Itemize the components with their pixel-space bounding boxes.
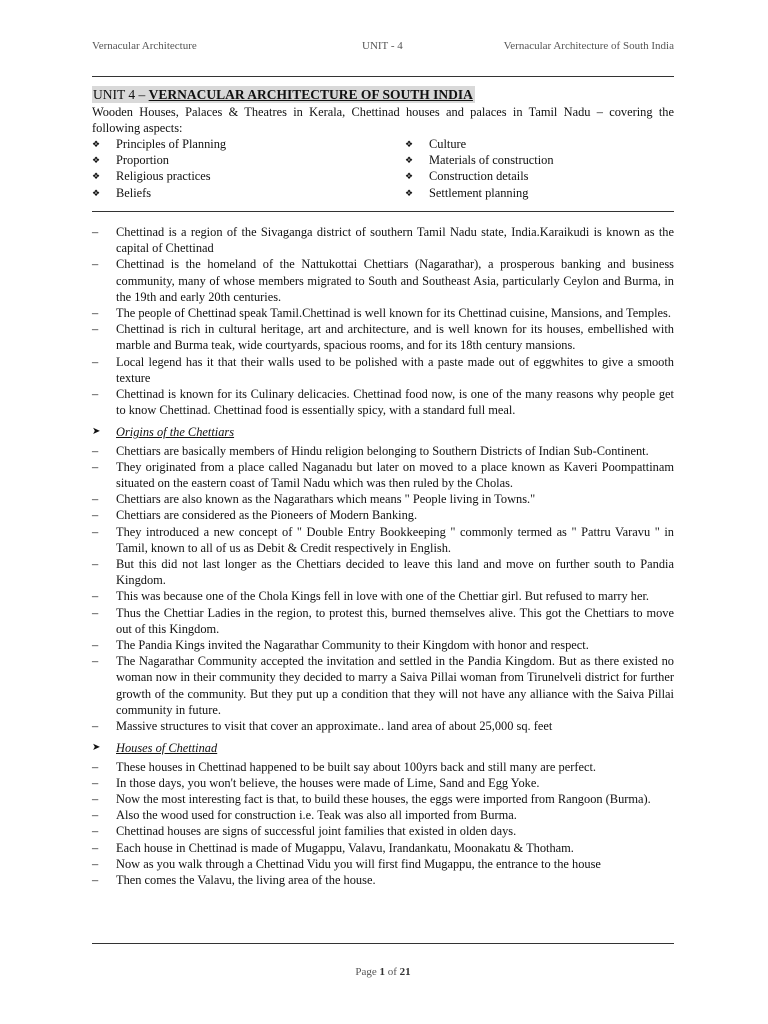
- bullet-item: [92, 759, 674, 775]
- section-heading-houses: [92, 740, 674, 756]
- bullet-text: They originated from a place called Naganadu but later on moved to a place known as Kaveri Poompattinam situated on the eastern coast of Tamil Nadu which was then ruled by the Cholas.: [116, 459, 674, 491]
- aspect-item: [92, 136, 226, 152]
- diamond-bullet-icon: ❖: [92, 139, 101, 149]
- header-divider: [92, 76, 674, 77]
- bullet-text: Chettinad houses are signs of successful joint families that existed in olden days.: [116, 824, 517, 839]
- aspect-item: [92, 168, 226, 184]
- bullet-text: Chettinad is the homeland of the Nattukottai Chettiars (Nagarathar), a prosperous banking and business community, many of whose members migrated to South and Southeast Asia, particularly Ceylon and Burma, in the 19th and early 20th centuries.: [116, 257, 674, 304]
- dash-bullet-icon: –: [92, 257, 99, 272]
- bullet-text: Chettinad is known for its Culinary delicacies. Chettinad food now, is one of the many reasons why people get to know Chettinad. Chettinad food is essentially spicy, with a standard full meal.: [116, 387, 674, 418]
- aspect-item: [405, 136, 554, 152]
- diamond-bullet-icon: ❖: [405, 139, 414, 149]
- page-total: 21: [399, 966, 411, 978]
- bullet-item: [92, 354, 674, 386]
- dash-bullet-icon: –: [92, 225, 99, 239]
- diamond-bullet-icon: ❖: [405, 171, 414, 182]
- aspect-item: [405, 152, 554, 168]
- dash-bullet-icon: –: [92, 654, 99, 669]
- section-divider: [92, 211, 674, 212]
- bullet-item: [92, 872, 674, 888]
- arrow-bullet-icon: ➤: [92, 426, 101, 438]
- bullet-text: Chettinad is a region of the Sivaganga district of southern Tamil Nadu state, India.Karaikudi is known as the capital of Chettinad: [116, 225, 674, 256]
- bullet-item: [92, 718, 674, 734]
- aspect-label: Religious practices: [116, 169, 211, 184]
- aspect-label: Materials of construction: [429, 153, 554, 168]
- section-title: Houses of Chettinad: [116, 741, 218, 756]
- bullet-text: The Nagarathar Community accepted the invitation and settled in the Pandia Kingdom. But as there existed no woman now in their community they decided to marry a Saiva Pillai woman from Tirunelveli district for further growth of the community. But they put up a condition that they will not have any alliance with the Saiva Pillai community in future.: [116, 654, 674, 717]
- page-footer: [92, 966, 674, 978]
- dash-bullet-icon: –: [92, 856, 99, 871]
- bullet-item: [92, 321, 674, 353]
- intro-paragraph: Wooden Houses, Palaces & Theatres in Kerala, Chettinad houses and palaces in Tamil Nadu – covering the following aspects:: [92, 105, 674, 136]
- bullet-item: [92, 507, 674, 523]
- dash-bullet-icon: –: [92, 322, 99, 337]
- dash-bullet-icon: –: [92, 775, 99, 790]
- dash-bullet-icon: –: [92, 492, 99, 507]
- aspects-right-column: [405, 136, 554, 201]
- aspect-item: [92, 185, 226, 201]
- content-body: [92, 224, 674, 888]
- aspect-item: [405, 168, 554, 184]
- bullet-text: In those days, you won't believe, the houses were made of Lime, Sand and Egg Yoke.: [116, 775, 540, 790]
- bullet-item: [92, 588, 674, 604]
- bullet-item: [92, 775, 674, 791]
- bullet-item: [92, 386, 674, 418]
- header-left: Vernacular Architecture: [92, 40, 197, 52]
- bullet-text: Massive structures to visit that cover an approximate.. land area of about 25,000 sq. feet: [116, 719, 553, 734]
- bullet-item: [92, 840, 674, 856]
- bullet-text: Chettiars are basically members of Hindu religion belonging to Southern Districts of Indian Sub-Continent.: [116, 443, 649, 458]
- dash-bullet-icon: –: [92, 589, 99, 604]
- footer-divider: [92, 943, 674, 944]
- bullet-item: [92, 653, 674, 718]
- header-right: Vernacular Architecture of South India: [503, 40, 674, 52]
- aspect-label: Beliefs: [116, 185, 152, 200]
- aspect-label: Principles of Planning: [116, 137, 227, 151]
- dash-bullet-icon: –: [92, 840, 99, 855]
- bullet-text: Also the wood used for construction i.e. Teak was also all imported from Burma.: [116, 808, 517, 823]
- aspect-item: [405, 185, 554, 201]
- bullet-text: The Pandia Kings invited the Nagarathar Community to their Kingdom with honor and respect.: [116, 638, 589, 653]
- diamond-bullet-icon: ❖: [405, 187, 414, 198]
- bullet-text: They introduced a new concept of " Double Entry Bookkeeping " commonly termed as " Pattru Varavu " in Tamil, known to all of us as Debit & Credit respectively in English.: [116, 524, 674, 555]
- bullet-text: Then comes the Valavu, the living area of the house.: [116, 872, 376, 887]
- aspect-label: Culture: [429, 137, 467, 151]
- dash-bullet-icon: –: [92, 872, 99, 887]
- aspect-item: [92, 152, 226, 168]
- bullet-item: [92, 605, 674, 637]
- dash-bullet-icon: –: [92, 605, 99, 620]
- houses-bullet-list: [92, 759, 674, 889]
- bullet-item: [92, 791, 674, 807]
- bullet-item: [92, 524, 674, 556]
- bullet-text: Chettinad is rich in cultural heritage, art and architecture, and is well known for its houses, embellished with marble and Burma teak, wide courtyards, spacious rooms, and for its 18th century mansions.: [116, 322, 674, 353]
- bullet-text: Each house in Chettinad is made of Mugappu, Valavu, Irandankatu, Moonakatu & Thotham.: [116, 840, 574, 855]
- bullet-item: [92, 443, 674, 459]
- aspect-label: Settlement planning: [429, 185, 529, 200]
- aspect-label: Construction details: [429, 169, 529, 184]
- dash-bullet-icon: –: [92, 759, 99, 774]
- bullet-item: [92, 224, 674, 256]
- section-heading-origins: [92, 424, 674, 440]
- section-title: Origins of the Chettiars: [116, 425, 235, 440]
- bullet-item: [92, 256, 674, 305]
- bullet-text: But this did not last longer as the Chettiars decided to leave this land and move on further south to Pandia Kingdom.: [116, 557, 674, 588]
- dash-bullet-icon: –: [92, 387, 99, 402]
- bullet-item: [92, 637, 674, 653]
- page-title: [92, 86, 475, 103]
- aspect-label: Proportion: [116, 153, 170, 168]
- dash-bullet-icon: –: [92, 808, 99, 823]
- bullet-item: [92, 807, 674, 823]
- diamond-bullet-icon: ❖: [92, 171, 101, 182]
- dash-bullet-icon: –: [92, 524, 99, 539]
- dash-bullet-icon: –: [92, 638, 99, 653]
- diamond-bullet-icon: ❖: [92, 155, 101, 166]
- bullet-item: [92, 305, 674, 321]
- title-prefix: UNIT 4 –: [93, 87, 149, 102]
- diamond-bullet-icon: ❖: [92, 187, 101, 198]
- bullet-item: [92, 556, 674, 588]
- dash-bullet-icon: –: [92, 459, 99, 474]
- bullet-text: Thus the Chettiar Ladies in the region, to protest this, burned themselves alive. This got the Chettiars to move out of this Kingdom.: [116, 605, 674, 636]
- bullet-text: The people of Chettinad speak Tamil.Chettinad is well known for its Chettinad cuisine, Mansions, and Temples.: [116, 306, 671, 321]
- title-main: VERNACULAR ARCHITECTURE OF SOUTH INDIA: [148, 87, 473, 102]
- dash-bullet-icon: –: [92, 791, 99, 806]
- dash-bullet-icon: –: [92, 354, 99, 369]
- bullet-text: These houses in Chettinad happened to be built say about 100yrs back and still many are perfect.: [116, 759, 597, 774]
- dash-bullet-icon: –: [92, 306, 99, 321]
- dash-bullet-icon: –: [92, 508, 99, 523]
- bullet-text: Local legend has it that their walls used to be polished with a paste made out of eggwhites to give a smooth texture: [116, 354, 674, 385]
- dash-bullet-icon: –: [92, 824, 99, 839]
- bullet-text: Now as you walk through a Chettinad Vidu you will first find Mugappu, the entrance to the house: [116, 856, 601, 871]
- bullet-item: [92, 459, 674, 491]
- bullet-item: [92, 856, 674, 872]
- diamond-bullet-icon: ❖: [405, 155, 414, 166]
- aspects-left-column: [92, 136, 226, 201]
- page-number: 1: [379, 966, 385, 978]
- dash-bullet-icon: –: [92, 719, 99, 734]
- arrow-bullet-icon: ➤: [92, 742, 101, 754]
- bullet-text: This was because one of the Chola Kings fell in love with one of the Chettiar girl. But refused to marry her.: [116, 589, 650, 604]
- bullet-text: Now the most interesting fact is that, to build these houses, the eggs were imported from Rangoon (Burma).: [116, 791, 651, 806]
- header-center: UNIT - 4: [362, 40, 403, 52]
- bullet-text: Chettiars are also known as the Nagarathars which means " People living in Towns.": [116, 492, 536, 507]
- intro-bullet-list: [92, 224, 674, 418]
- origins-bullet-list: [92, 443, 674, 735]
- bullet-item: [92, 491, 674, 507]
- page-header: [92, 40, 674, 56]
- of-label: of: [387, 966, 397, 978]
- bullet-text: Chettiars are considered as the Pioneers of Modern Banking.: [116, 508, 418, 523]
- page-label: Page: [355, 966, 377, 978]
- bullet-item: [92, 823, 674, 839]
- dash-bullet-icon: –: [92, 443, 99, 458]
- dash-bullet-icon: –: [92, 557, 99, 572]
